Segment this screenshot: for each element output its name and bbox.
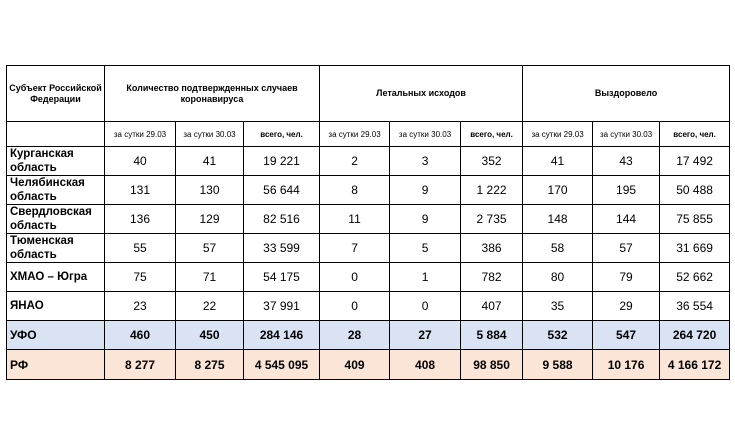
recovered-day2-cell: 79 bbox=[593, 263, 660, 292]
confirmed-day2-cell: 41 bbox=[176, 147, 244, 176]
confirmed-total-cell: 33 599 bbox=[244, 234, 320, 263]
deaths-total-cell: 407 bbox=[461, 292, 523, 321]
confirmed-day2-cell: 129 bbox=[176, 205, 244, 234]
confirmed-total-cell: 82 516 bbox=[244, 205, 320, 234]
deaths-day2-cell: 5 bbox=[390, 234, 461, 263]
recovered-day2-cell: 195 bbox=[593, 176, 660, 205]
table-row bbox=[7, 147, 730, 176]
deaths-day1-header: за сутки 29.03 bbox=[320, 122, 390, 147]
confirmed-day1-cell: 460 bbox=[105, 321, 176, 350]
deaths-day1-cell: 2 bbox=[320, 147, 390, 176]
ufo-total-row bbox=[7, 321, 730, 350]
recovered-total-cell: 36 554 bbox=[660, 292, 730, 321]
deaths-total-header: всего, чел. bbox=[461, 122, 523, 147]
recovered-total-cell: 17 492 bbox=[660, 147, 730, 176]
recovered-day2-cell: 57 bbox=[593, 234, 660, 263]
table-row bbox=[7, 176, 730, 205]
deaths-total-cell: 98 850 bbox=[461, 350, 523, 380]
deaths-day1-cell: 7 bbox=[320, 234, 390, 263]
confirmed-total-cell: 284 146 bbox=[244, 321, 320, 350]
deaths-day2-cell: 9 bbox=[390, 205, 461, 234]
confirmed-day1-cell: 40 bbox=[105, 147, 176, 176]
table-row bbox=[7, 234, 730, 263]
region-cell: Тюменская область bbox=[7, 234, 105, 263]
recovered-day2-cell: 29 bbox=[593, 292, 660, 321]
confirmed-day2-cell: 450 bbox=[176, 321, 244, 350]
deaths-header: Летальных исходов bbox=[320, 66, 523, 122]
recovered-total-cell: 4 166 172 bbox=[660, 350, 730, 380]
recovered-day1-cell: 80 bbox=[523, 263, 593, 292]
deaths-total-cell: 1 222 bbox=[461, 176, 523, 205]
recovered-day1-header: за сутки 29.03 bbox=[523, 122, 593, 147]
region-cell: ЯНАО bbox=[7, 292, 105, 321]
table-row bbox=[7, 263, 730, 292]
rf-total-row bbox=[7, 350, 730, 380]
recovered-day2-cell: 144 bbox=[593, 205, 660, 234]
confirmed-day2-cell: 22 bbox=[176, 292, 244, 321]
recovered-header: Выздоровело bbox=[523, 66, 730, 122]
deaths-total-cell: 2 735 bbox=[461, 205, 523, 234]
recovered-day1-cell: 148 bbox=[523, 205, 593, 234]
deaths-day1-cell: 11 bbox=[320, 205, 390, 234]
confirmed-day1-cell: 136 bbox=[105, 205, 176, 234]
recovered-day1-cell: 9 588 bbox=[523, 350, 593, 380]
confirmed-total-header: всего, чел. bbox=[244, 122, 320, 147]
confirmed-day2-cell: 71 bbox=[176, 263, 244, 292]
recovered-day2-header: за сутки 30.03 bbox=[593, 122, 660, 147]
deaths-day1-cell: 28 bbox=[320, 321, 390, 350]
confirmed-day2-cell: 130 bbox=[176, 176, 244, 205]
deaths-day2-cell: 0 bbox=[390, 292, 461, 321]
confirmed-day1-cell: 8 277 bbox=[105, 350, 176, 380]
recovered-day1-cell: 35 bbox=[523, 292, 593, 321]
recovered-total-cell: 50 488 bbox=[660, 176, 730, 205]
confirmed-day2-cell: 57 bbox=[176, 234, 244, 263]
deaths-total-cell: 386 bbox=[461, 234, 523, 263]
deaths-day2-cell: 408 bbox=[390, 350, 461, 380]
header-row-main bbox=[7, 66, 730, 122]
region-cell: Свердловская область bbox=[7, 205, 105, 234]
region-cell: Курганская область bbox=[7, 147, 105, 176]
confirmed-total-cell: 56 644 bbox=[244, 176, 320, 205]
confirmed-day1-header: за сутки 29.03 bbox=[105, 122, 176, 147]
confirmed-total-cell: 54 175 bbox=[244, 263, 320, 292]
covid-stats-table bbox=[6, 65, 730, 380]
confirmed-day2-header: за сутки 30.03 bbox=[176, 122, 244, 147]
region-cell: ХМАО – Югра bbox=[7, 263, 105, 292]
confirmed-day2-cell: 8 275 bbox=[176, 350, 244, 380]
recovered-day2-cell: 43 bbox=[593, 147, 660, 176]
recovered-total-cell: 31 669 bbox=[660, 234, 730, 263]
confirmed-day1-cell: 131 bbox=[105, 176, 176, 205]
deaths-day2-cell: 27 bbox=[390, 321, 461, 350]
recovered-day2-cell: 547 bbox=[593, 321, 660, 350]
subject-header: Субъект Российской Федерации bbox=[7, 66, 105, 122]
table-row bbox=[7, 205, 730, 234]
deaths-total-cell: 782 bbox=[461, 263, 523, 292]
subject-subheader-empty bbox=[7, 122, 105, 147]
table-row bbox=[7, 292, 730, 321]
confirmed-day1-cell: 75 bbox=[105, 263, 176, 292]
deaths-day1-cell: 0 bbox=[320, 263, 390, 292]
recovered-day1-cell: 532 bbox=[523, 321, 593, 350]
deaths-day1-cell: 409 bbox=[320, 350, 390, 380]
recovered-day2-cell: 10 176 bbox=[593, 350, 660, 380]
confirmed-day1-cell: 23 bbox=[105, 292, 176, 321]
deaths-day1-cell: 8 bbox=[320, 176, 390, 205]
confirmed-header: Количество подтвержденных случаев коронавируса bbox=[105, 66, 320, 122]
region-cell: Челябинская область bbox=[7, 176, 105, 205]
deaths-day2-header: за сутки 30.03 bbox=[390, 122, 461, 147]
deaths-day1-cell: 0 bbox=[320, 292, 390, 321]
confirmed-total-cell: 4 545 095 bbox=[244, 350, 320, 380]
deaths-total-cell: 352 bbox=[461, 147, 523, 176]
confirmed-total-cell: 19 221 bbox=[244, 147, 320, 176]
region-cell: РФ bbox=[7, 350, 105, 380]
header-row-sub bbox=[7, 122, 730, 147]
recovered-total-cell: 52 662 bbox=[660, 263, 730, 292]
confirmed-day1-cell: 55 bbox=[105, 234, 176, 263]
deaths-day2-cell: 3 bbox=[390, 147, 461, 176]
recovered-day1-cell: 170 bbox=[523, 176, 593, 205]
deaths-day2-cell: 9 bbox=[390, 176, 461, 205]
recovered-total-cell: 75 855 bbox=[660, 205, 730, 234]
recovered-total-header: всего, чел. bbox=[660, 122, 730, 147]
confirmed-total-cell: 37 991 bbox=[244, 292, 320, 321]
region-cell: УФО bbox=[7, 321, 105, 350]
recovered-day1-cell: 41 bbox=[523, 147, 593, 176]
recovered-day1-cell: 58 bbox=[523, 234, 593, 263]
recovered-total-cell: 264 720 bbox=[660, 321, 730, 350]
deaths-total-cell: 5 884 bbox=[461, 321, 523, 350]
deaths-day2-cell: 1 bbox=[390, 263, 461, 292]
